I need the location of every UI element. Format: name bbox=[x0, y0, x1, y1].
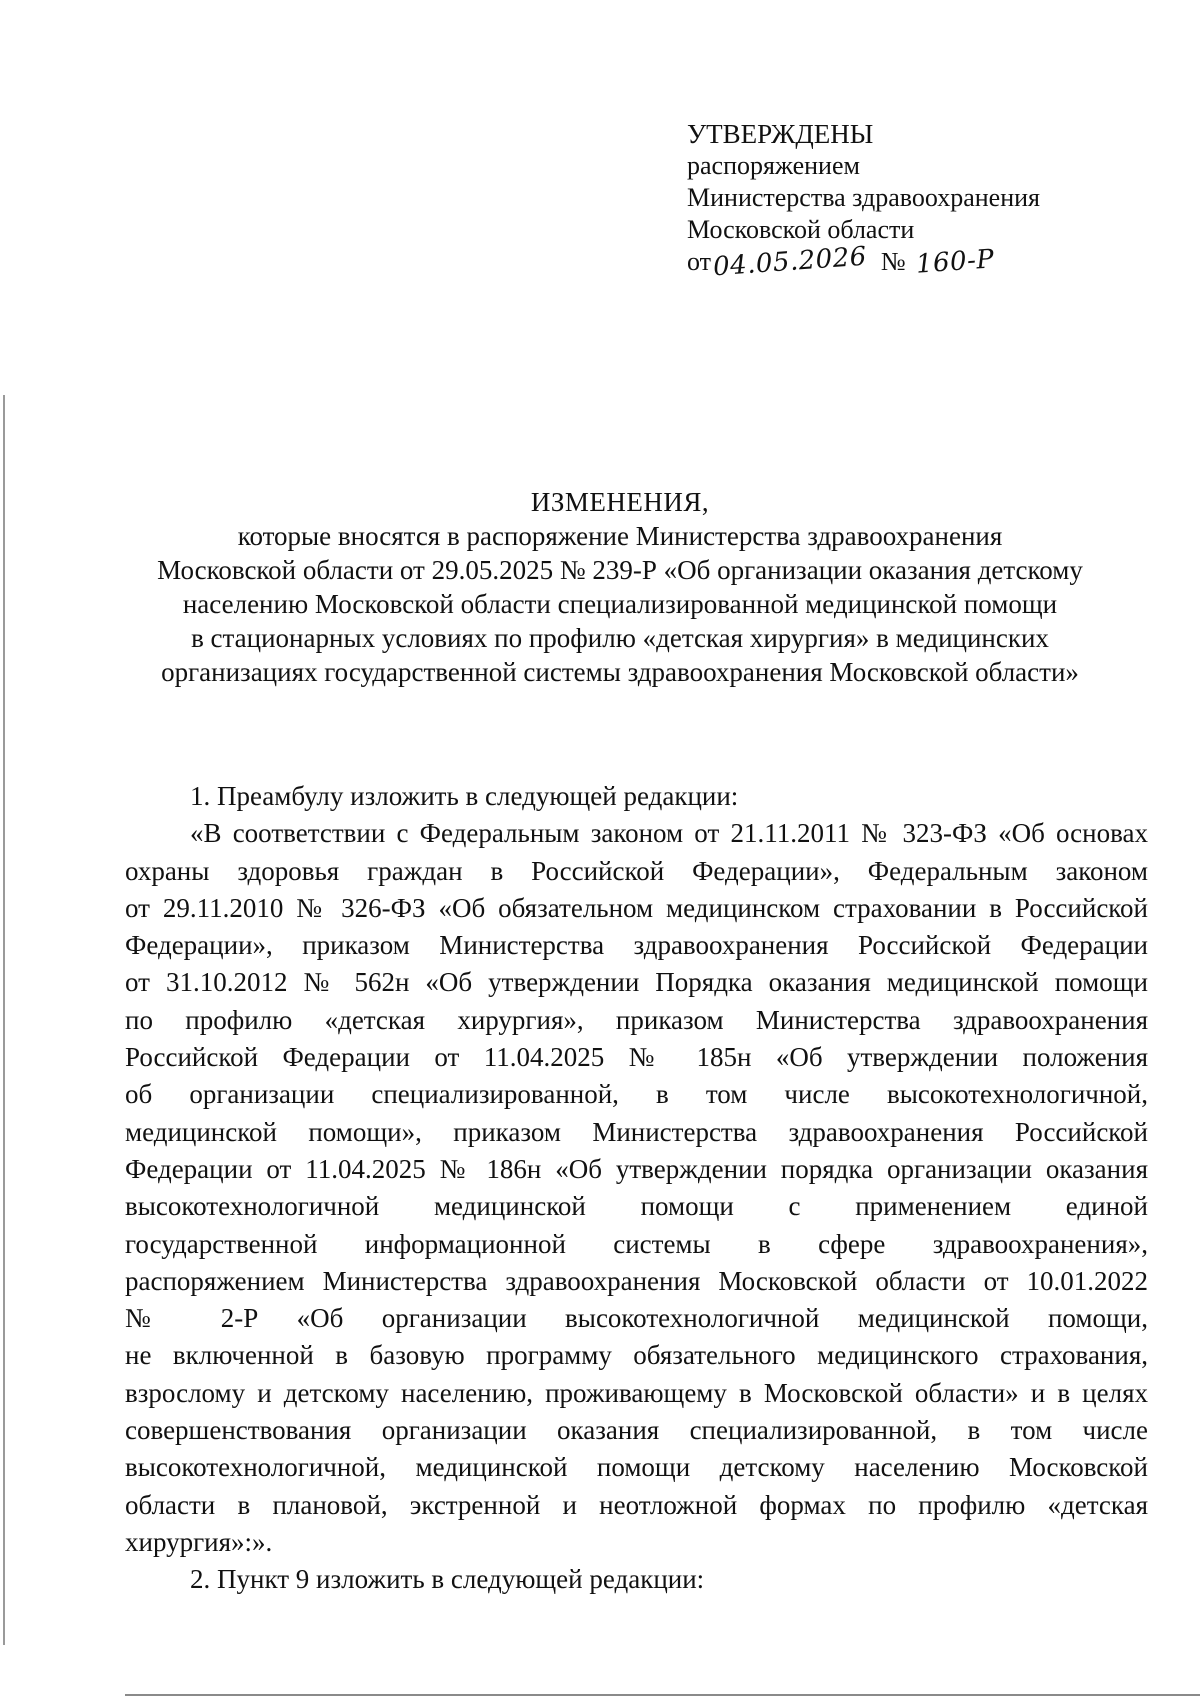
body-line: хирургия»:». bbox=[125, 1526, 273, 1557]
body-line: не включенной в базовую программу обязательного медицинского страхования, bbox=[125, 1340, 1148, 1371]
body-line: распоряжением Министерства здравоохранения Московской области от 10.01.2022 bbox=[125, 1265, 1148, 1296]
approval-title: УТВЕРЖДЕНЫ bbox=[687, 119, 874, 149]
body-line: от 31.10.2012 № 562н «Об утверждении Порядка оказания медицинской помощи bbox=[125, 967, 1148, 998]
body-line: медицинской помощи», приказом Министерства здравоохранения Российской bbox=[125, 1116, 1148, 1147]
date-prefix: от bbox=[687, 247, 712, 276]
body-line: области в плановой, экстренной и неотложной формах по профилю «детская bbox=[125, 1489, 1148, 1520]
handwritten-number: 160-Р bbox=[914, 244, 996, 280]
body-line: высокотехнологичной, медицинской помощи детскому населению Московской bbox=[125, 1452, 1148, 1483]
body-line: совершенствования организации оказания специализированной, в том числе bbox=[125, 1415, 1148, 1446]
heading-line: Московской области от 29.05.2025 № 239-Р «Об организации оказания детскому bbox=[157, 555, 1083, 585]
body-line: высокотехнологичной медицинской помощи с применением единой bbox=[125, 1191, 1148, 1222]
scan-edge-bottom bbox=[125, 1694, 1200, 1696]
body-line: взрослому и детскому населению, проживающему в Московской области» и в целях bbox=[125, 1377, 1148, 1408]
heading-title: ИЗМЕНЕНИЯ, bbox=[530, 487, 710, 517]
document-body bbox=[125, 778, 1148, 1599]
body-line: Федерации от 11.04.2025 № 186н «Об утверждении порядка организации оказания bbox=[125, 1153, 1148, 1184]
body-line: от 29.11.2010 № 326-ФЗ «Об обязательном медицинском страховании в Российской bbox=[125, 892, 1148, 923]
approval-line-1: распоряжением bbox=[687, 151, 860, 180]
body-line: государственной информационной системы в сфере здравоохранения», bbox=[125, 1228, 1148, 1259]
body-line: охраны здоровья граждан в Российской Федерации», Федеральным законом bbox=[125, 855, 1148, 886]
body-line: Федерации», приказом Министерства здравоохранения Российской Федерации bbox=[125, 930, 1148, 961]
document-heading bbox=[130, 485, 1110, 689]
body-line: 1. Преамбулу изложить в следующей редакции: bbox=[190, 781, 739, 811]
handwritten-date: 04.05.2026 bbox=[712, 241, 868, 283]
body-line: «В соответствии с Федеральным законом от 21.11.2011 № 323-ФЗ «Об основах bbox=[190, 818, 1148, 849]
body-line: по профилю «детская хирургия», приказом Министерства здравоохранения bbox=[125, 1004, 1148, 1035]
body-line: № 2-Р «Об организации высокотехнологичной медицинской помощи, bbox=[125, 1303, 1148, 1334]
heading-line: населению Московской области специализированной медицинской помощи bbox=[182, 589, 1058, 619]
approval-line-2: Министерства здравоохранения bbox=[687, 183, 1040, 212]
number-prefix: № bbox=[880, 247, 906, 276]
heading-line: которые вносятся в распоряжение Министерства здравоохранения bbox=[237, 521, 1003, 551]
heading-line: в стационарных условиях по профилю «детская хирургия» в медицинских bbox=[191, 623, 1049, 653]
scan-edge-left bbox=[3, 395, 5, 1645]
approval-line-3: Московской области bbox=[687, 215, 915, 244]
body-line: 2. Пункт 9 изложить в следующей редакции: bbox=[190, 1564, 705, 1595]
body-line: Российской Федерации от 11.04.2025 № 185н «Об утверждении положения bbox=[125, 1042, 1148, 1073]
approval-date-line bbox=[687, 241, 1147, 283]
body-line: об организации специализированной, в том числе высокотехнологичной, bbox=[125, 1079, 1148, 1110]
heading-line: организациях государственной системы здравоохранения Московской области» bbox=[161, 657, 1079, 687]
approval-block bbox=[687, 118, 1147, 283]
